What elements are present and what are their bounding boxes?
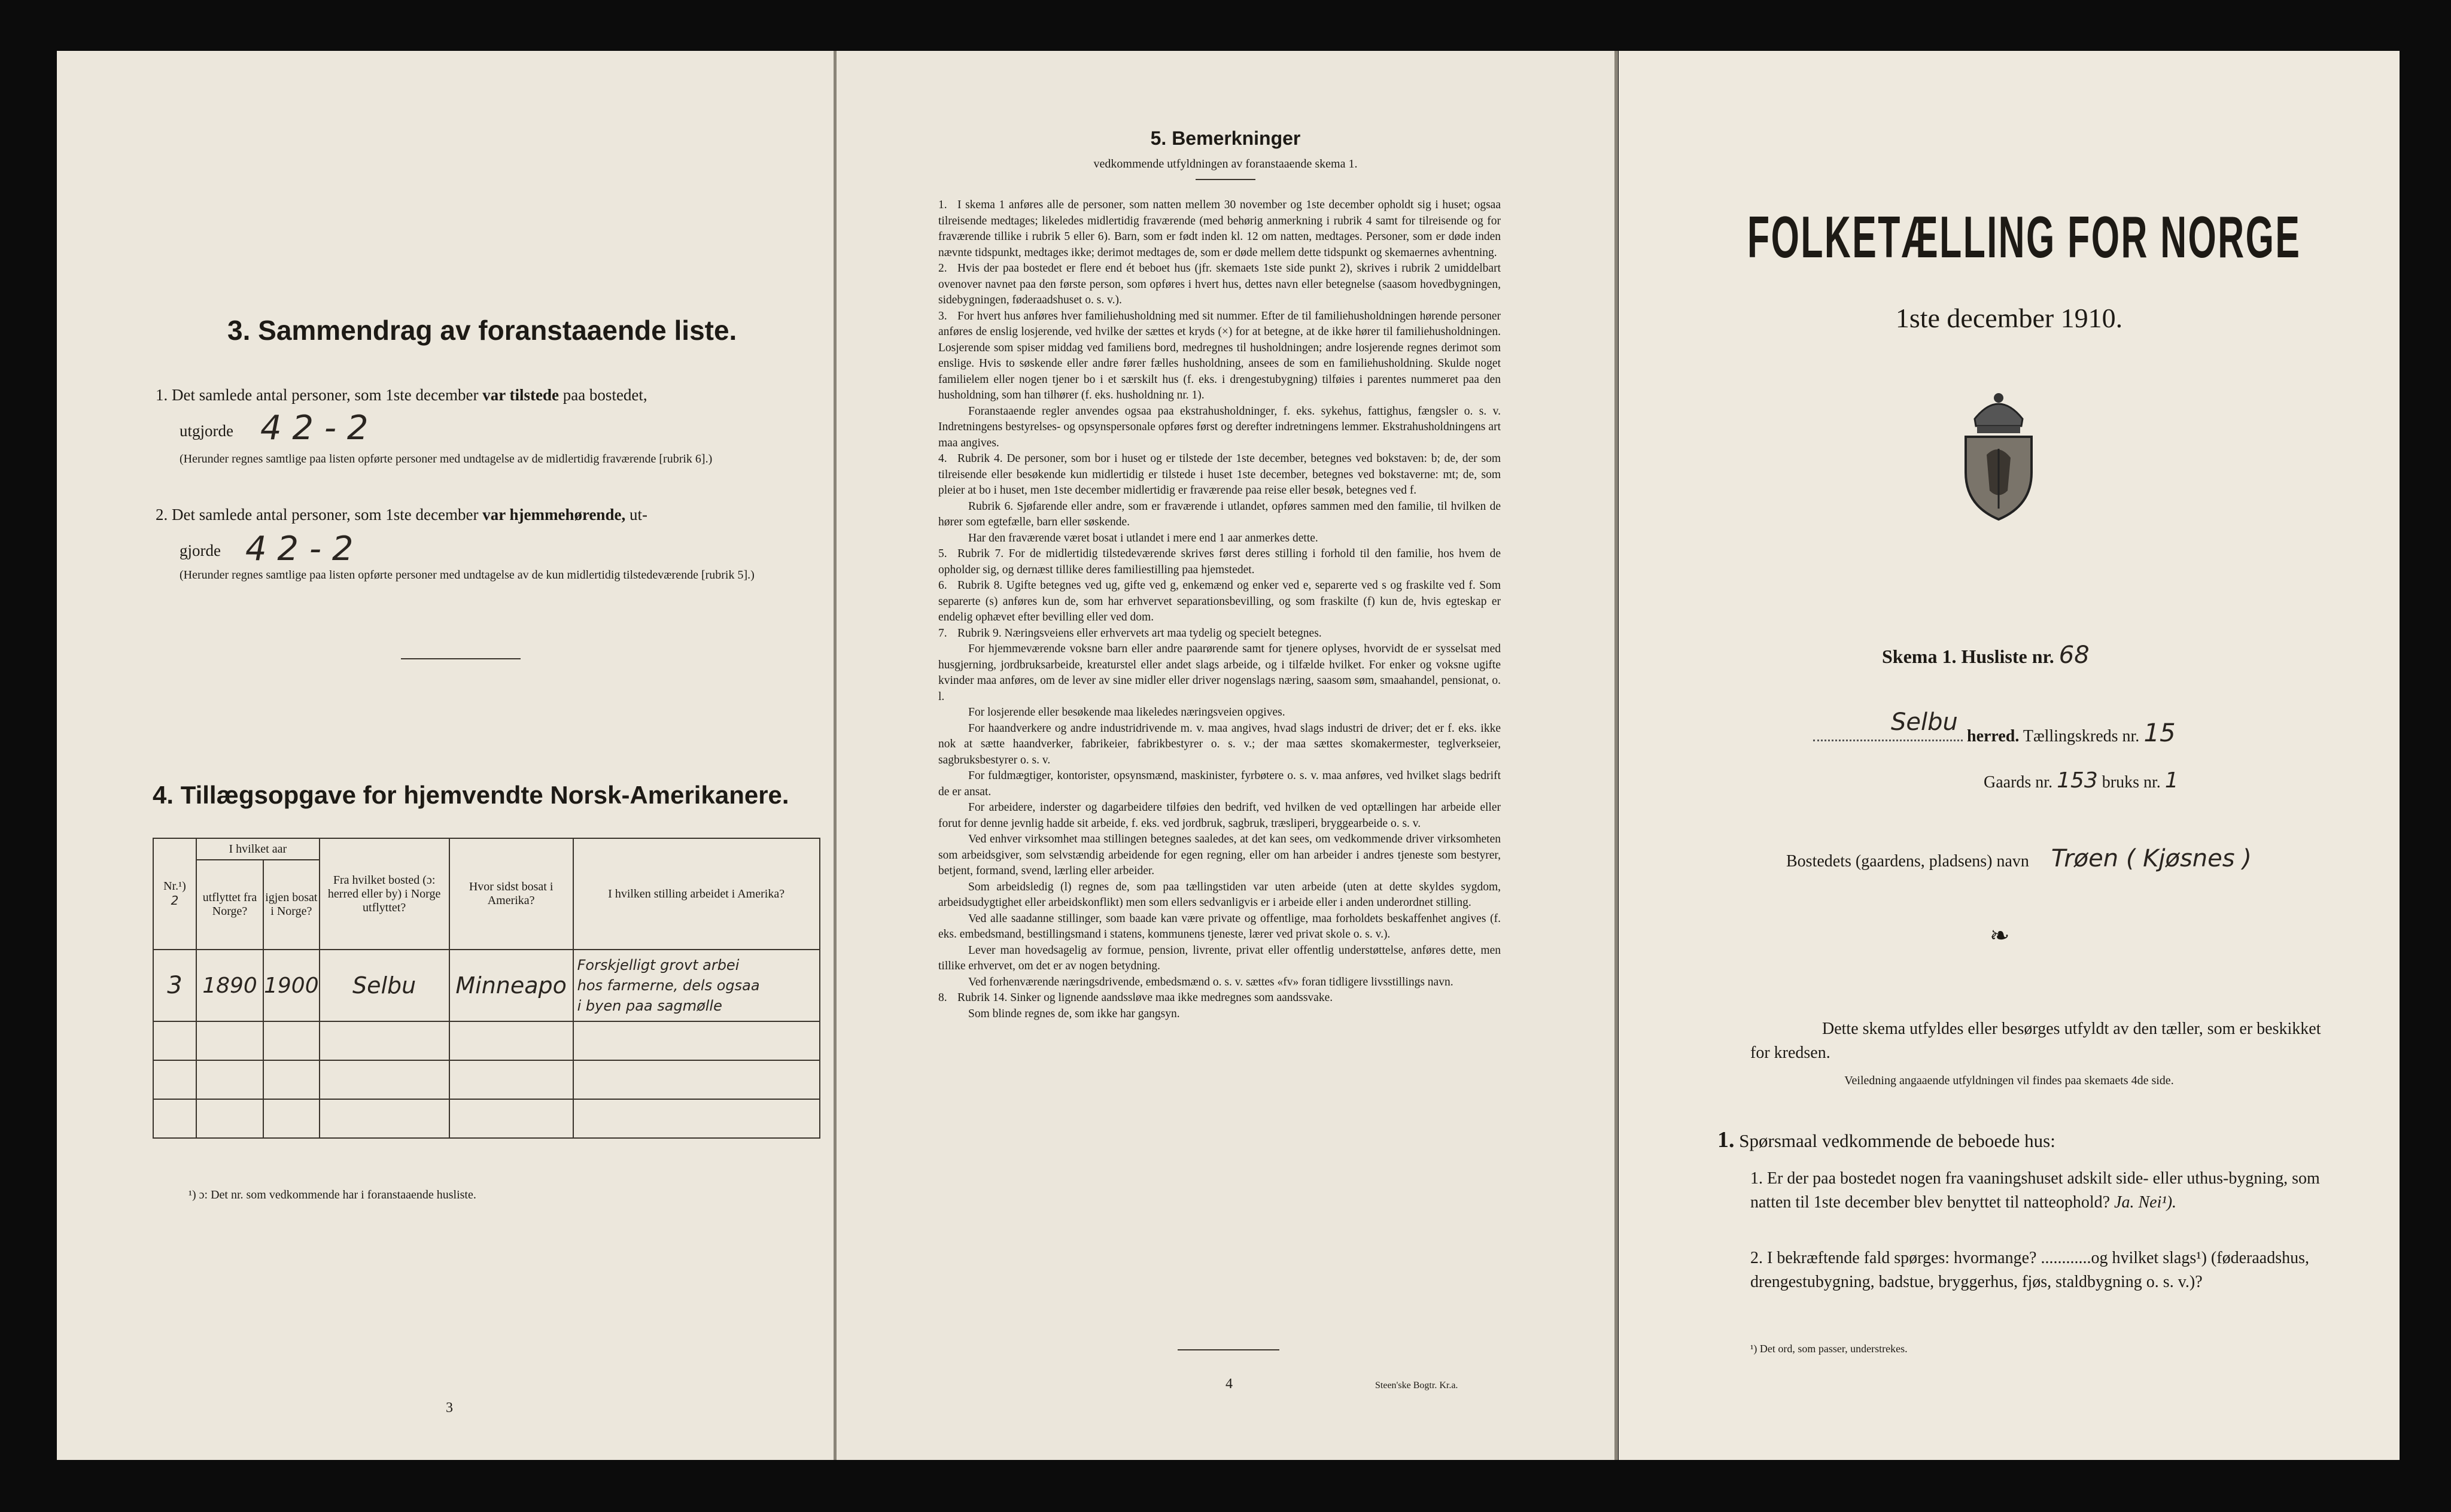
item1-value: 4 2 - 2 [260,409,369,448]
item2-value: 4 2 - 2 [245,530,354,568]
remark-paragraph: Har den fraværende været bosat i utlandet i mere end 1 aar anmerkes dette. [968,531,1318,544]
bosted-line: Bostedets (gaardens, pladsens) navn Trøen ( Kjøsnes ) [1786,845,2252,872]
remark-paragraph: 4. Rubrik 4. De personer, som bor i huset og er tilstede der 1ste december, betegnes ved bokstaven: b; de, der som tilreisende eller besøkende kun midlertidig er tilstede i huset 1ste december, betegnes ved bokstaverne: mt; de, som pleier at bo i huset, men 1ste december midlertidig er fraværende paa reise eller besøk, betegnes ved f. [938,452,1501,497]
header-igjen: igjen bosat i Norge? [263,860,320,950]
ornament-icon: ❧ [1990,922,2010,949]
header-utflyttet: utflyttet fra Norge? [196,860,263,950]
remark-paragraph: Ved alle saadanne stillinger, som baade kan være private og offentlige, maa forholdets beskaffenhet angives (f. eks. embedsmand, bestillingsmand i statens, kommunens tjeneste, lærer ved privat skole o. s. v.). [938,912,1501,941]
page-number: 4 [1226,1376,1233,1392]
page-middle [837,51,1614,1460]
header-stilling: I hvilken stilling arbeidet i Amerika? [573,838,820,950]
remark-paragraph: For hjemmeværende voksne barn eller andre paarørende samt for tjenere oplyses, hvorvidt de er sysselsat med husgjerning, jordbruksarbeide, kreaturstel eller andet slags arbeide, og i tilfælde hvilket. For enker og voksne ugifte kvinder maa anføres, om de lever av sine midler eller driver nogenslags næring, saasom søm, smaahandel, pensionat, o. l. [938,643,1501,703]
item1-utgjorde-label: utgjorde [180,422,233,440]
census-title: FOLKETÆLLING FOR NORGE [1747,204,2301,270]
remark-paragraph: 2. Hvis der paa bostedet er flere end ét beboet hus (jfr. skemaets 1ste side punkt 2), skrives i rubrik 2 umiddelbart ovenover navnet paa den første person, som opføres i hvert hus, dettes navn eller betegnelse (saasom hovedbygningen, sidebygningen, føderaadshuset o. s. v.). [938,262,1501,306]
footnote: ¹) Det ord, som passer, understrekes. [1750,1343,1908,1355]
remark-paragraph: Rubrik 6. Sjøfarende eller andre, som er fraværende i utlandet, opføres sammen med den familie, til hvilken de hører som egtefælle, barn eller søskende. [938,500,1501,528]
remarks-title: 5. Bemerkninger [1150,127,1301,149]
section4-title: 4. Tillægsopgave for hjemvendte Norsk-Amerikanere. [153,781,789,809]
remark-paragraph: Foranstaaende regler anvendes ogsaa paa ekstrahusholdninger, f. eks. sykehus, fattighus, fængsler o. s. v. Indretningens bestyrelses- og opsynspersonale opføres først og derefter indretningens lemmer. Ekstrahusholdningens art maa angives. [938,404,1501,449]
intro-text: Dette skema utfyldes eller besørges utfyldt av den tæller, som er beskikket for kredsen. [1750,1020,2321,1062]
page-fold [1614,51,1618,1460]
remark-paragraph: 6. Rubrik 8. Ugifte betegnes ved ug, gifte ved g, enkemænd og enker ved e, separerte ved s og fraskilte ved f. Som separerte (s) anføres kun de, som har erhvervet separationsbevilling, og som fraskilte (f) kun de, hvis egteskap er endelig ophævet efter bevilling eller ved dom. [938,579,1501,623]
section3-item1: 1. Det samlede antal personer, som 1ste december var tilstede paa bostedet, [156,386,647,404]
item2-utgjorde-label: gjorde [180,541,221,559]
page-number: 3 [446,1400,453,1416]
table-row [153,1021,820,1060]
remark-paragraph: 5. Rubrik 7. For de midlertidig tilstedeværende skrives først deres stilling i forhold til den familie, hos hvem de opholder sig, og dernæst tillike deres familiestilling paa hjemstedet. [938,547,1501,576]
table-footnote: ¹) ɔ: Det nr. som vedkommende har i foranstaaende husliste. [188,1188,476,1201]
remark-paragraph: Ved forhenværende næringsdrivende, embedsmænd o. s. v. sættes «fv» foran tidligere livsstillings navn. [968,975,1453,988]
header-bosted: Fra hvilket bosted (ɔ: herred eller by) i Norge utflyttet? [320,838,449,950]
page-left [57,51,835,1460]
remarks-subtitle: vedkommende utfyldningen av foranstaaende skema 1. [1093,157,1358,171]
remark-paragraph: For arbeidere, inderster og dagarbeidere tilføies den bedrift, ved hvilken de ved optællingen har arbeide eller forut for denne jevnlig hadde sit arbeide, f. eks. ved jordbruk, sagbruk, træsliperi, bryggearbeide o. s. v. [938,801,1501,830]
remark-paragraph: Som blinde regnes de, som ikke har gangsyn. [968,1007,1180,1020]
table-row [153,1060,820,1099]
remark-paragraph: For fuldmægtiger, kontorister, opsynsmænd, maskinister, fyrbøtere o. s. v. maa anføres, ved hvilket slags bedrift de er ansat. [938,769,1501,798]
questions-heading: 1. Spørsmaal vedkommende de beboede hus: [1717,1127,2055,1152]
table-row: 3 1890 1900 Selbu Minneapo Forskjelligt grovt arbei hos farmerne, dels ogsaa i byen paa sagmølle [153,950,820,1021]
header-nr: Nr.¹) 2 [153,838,196,950]
header-sidst: Hvor sidst bosat i Amerika? [449,838,573,950]
item2-note: (Herunder regnes samtlige paa listen opførte personer med undtagelse av de kun midlertidig tilstedeværende [rubrik 5].) [180,568,755,582]
header-group: I hvilket aar [196,838,320,860]
divider [1178,1349,1279,1350]
remark-paragraph: Ved enhver virksomhet maa stillingen betegnes saaledes, at det kan sees, om vedkommende driver virksomheten som arbeidsgiver, som selvstændig arbeidende for egen regning, eller om han arbeider i andres tjeneste som bestyrer, betjent, formand, svend, lærling eller arbeider. [938,833,1501,877]
printer-mark: Steen'ske Bogtr. Kr.a. [1375,1380,1458,1391]
remark-paragraph: 8. Rubrik 14. Sinker og lignende aandssløve maa ikke medregnes som aandssvake. [938,991,1333,1004]
divider [401,658,521,659]
question-1: 1. Er der paa bostedet nogen fra vaaningshuset adskilt side- eller uthus-bygning, som natten til 1ste december blev benyttet til natteophold? Ja. Nei¹). [1750,1169,2320,1212]
norwegian-coat-of-arms-icon [1951,383,2046,527]
remark-paragraph: For haandverkere og andre industridrivende m. v. maa angives, hvad slags industri de driver; det er f. eks. ikke nok at sætte haandverker, fabrikeier, fabrikbestyrer o. s. v.; der maa sættes skomakermester, teglverkseier, sagbruksbestyrer o. s. v. [938,722,1501,766]
remarks-list [938,197,1501,1022]
remark-paragraph: For losjerende eller besøkende maa likeledes næringsveien opgives. [968,706,1285,719]
skema-label: Skema 1. Husliste nr. 68 [1882,641,2090,669]
remark-paragraph: 3. For hvert hus anføres hver familiehusholdning med sit nummer. Efter de til familiehusholdningen hørende personer anføres de enslig losjerende, ved hvilke der sættes et kryds (×) for at betegne, at de ikke hører til familiehusholdningen. Losjerende som spiser middag ved familiens bord, medregnes til husholdningen; andre losjerende regnes derimot som enslige. Hvis to søskende eller andre fører fælles husholdning, ansees de som en familiehusholdning. Skulde noget familielem eller nogen tjener bo i et særskilt hus (f. eks. i drengestubygning) tilføies i parentes nummeret paa den husholdning, som han tilhører (f. eks. husholdning nr. 1). [938,309,1501,401]
norsk-amerikanere-table [153,838,820,1139]
census-date: 1ste december 1910. [1895,303,2123,333]
remark-paragraph: 7. Rubrik 9. Næringsveiens eller erhvervets art maa tydelig og specielt betegnes. [938,626,1322,640]
remark-paragraph: Som arbeidsledig (l) regnes de, som paa tællingstiden var uten arbeide (uten at dette skyldes sygdom, arbeidsudygtighet eller arbeidskonflikt) men som ellers sedvanligvis er i arbeide eller i anden underordnet stilling. [938,880,1501,909]
item1-note: (Herunder regnes samtlige paa listen opførte personer med undtagelse av de midlertidig fraværende [rubrik 6].) [180,452,713,466]
gaards-line: Gaards nr. 153 bruks nr. 1 [1984,768,2179,793]
remark-paragraph: Lever man hovedsagelig av formue, pension, livrente, privat eller offentlig understøttelse, anføres dette, men tillike erhvervet, om det er av nogen betydning. [938,944,1501,972]
question-2: 2. I bekræftende fald spørges: hvormange? ............og hvilket slags¹) (føderaadshus, drengestubygning, badstue, bryggerhus, fjøs, staldbygning o. s. v.)? [1750,1249,2309,1291]
page-right [1619,51,2400,1460]
divider [1196,179,1255,180]
section3-item2: 2. Det samlede antal personer, som 1ste december var hjemmehørende, ut- [156,506,647,524]
remark-paragraph: 1. I skema 1 anføres alle de personer, som natten mellem 30 november og 1ste december opholdt sig i huset; ogsaa tilreisende medtages; likeledes midlertidig fraværende (med behørig anmerkning i rubrik 4 samt for tilreisende og for fraværende tillike i rubrik 5 eller 6). Barn, som er født inden kl. 12 om natten, medtages. Personer, som er døde inden nævnte tidspunkt, medtages ikke; derimot medtages de, som er døde mellem dette tidspunkt og skemaernes avhentning. [938,199,1501,259]
herred-line: Selbu herred. Tællingskreds nr. 15 [1813,721,2176,749]
veiledning-text: Veiledning angaaende utfyldningen vil findes paa skemaets 4de side. [1844,1074,2174,1087]
section3-title: 3. Sammendrag av foranstaaende liste. [227,315,737,346]
table-row [153,1099,820,1138]
